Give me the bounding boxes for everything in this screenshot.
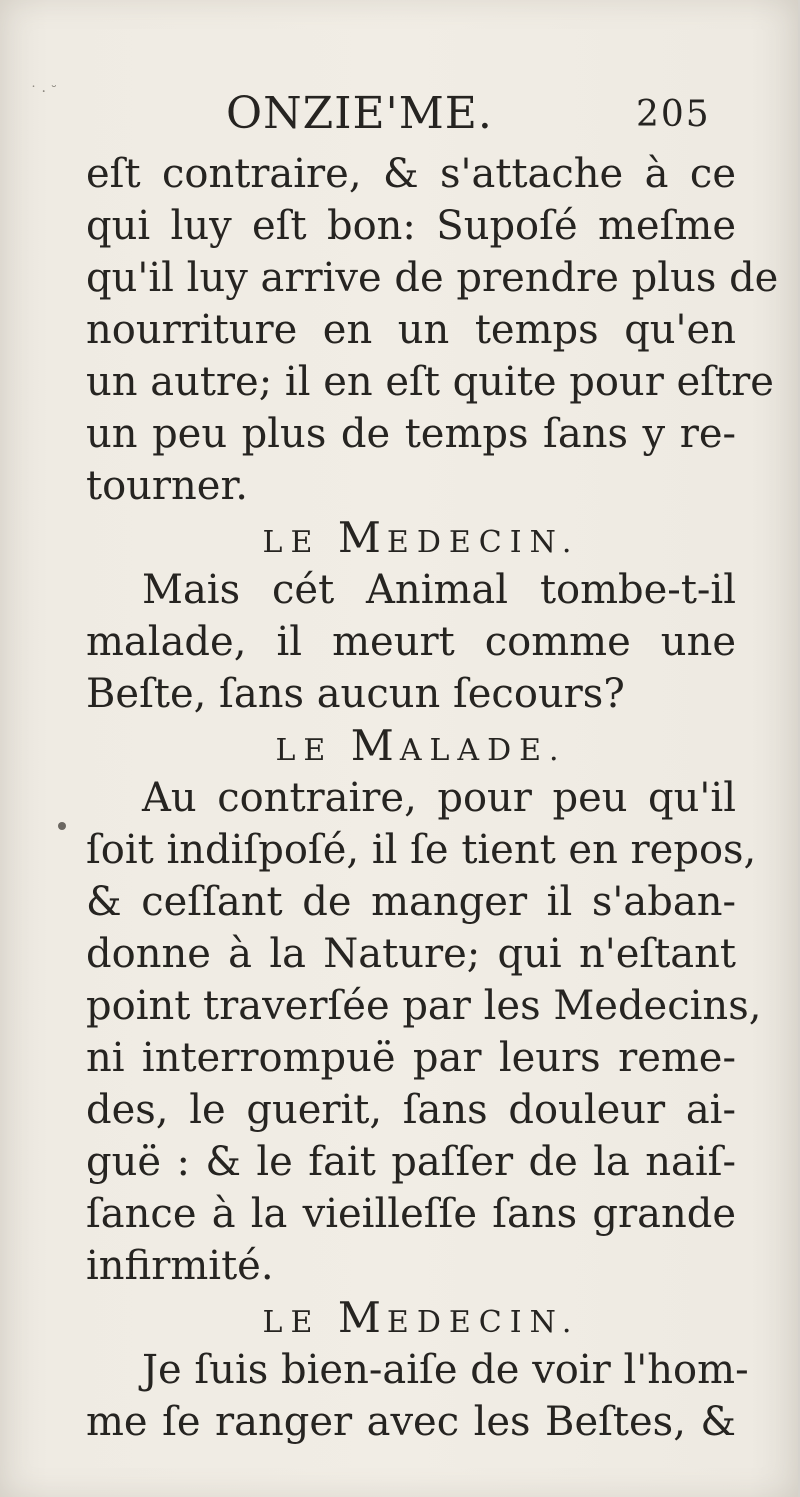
text-line: Au contraire, pour peu qu'il xyxy=(142,775,736,821)
speaker-small: E xyxy=(303,733,351,768)
speaker-heading xyxy=(86,720,736,772)
speaker-small: E xyxy=(290,525,338,560)
text-line: Beſte, ſans aucun ſecours? xyxy=(86,671,625,717)
speaker-cap: M xyxy=(337,1293,387,1342)
page-text xyxy=(86,148,779,1448)
text-line: ſance à la vieilleſſe ſans grande xyxy=(86,1191,736,1237)
speaker-small: E xyxy=(290,1305,338,1340)
text-line: des, le guerit, ſans douleur ai- xyxy=(86,1087,736,1133)
speaker-heading xyxy=(86,512,736,564)
text-line: nourriture en un temps qu'en xyxy=(86,307,736,353)
running-title: ONZIE'ME. xyxy=(226,88,493,139)
text-line: qu'il luy arrive de prendre plus de xyxy=(86,255,779,301)
speaker-small: EDECIN. xyxy=(386,1305,580,1340)
stray-ink-mark: ˙ · ˘ xyxy=(30,84,58,100)
speaker-small: EDECIN. xyxy=(386,525,580,560)
speaker-cap: L xyxy=(262,525,291,560)
text-line: un autre; il en eſt quite pour eſtre xyxy=(86,359,774,405)
text-line: Je ſuis bien-aiſe de voir l'hom- xyxy=(142,1347,749,1393)
text-line: qui luy eſt bon: Supoſé meſme xyxy=(86,203,736,249)
text-line: guë : & le fait paſſer de la naiſ- xyxy=(86,1139,736,1185)
text-line: malade, il meurt comme une xyxy=(86,619,736,665)
speaker-small: ALADE. xyxy=(399,733,567,768)
text-line: ſoit indiſpoſé, il ſe tient en repos, xyxy=(86,827,757,873)
page-header xyxy=(0,84,798,148)
text-line: Mais cét Animal tombe-t-il xyxy=(142,567,736,613)
speaker-cap: M xyxy=(337,513,387,562)
page-number: 205 xyxy=(636,94,711,135)
text-line: tourner. xyxy=(86,463,248,509)
text-line: infirmité. xyxy=(86,1243,274,1289)
speaker-cap: L xyxy=(275,733,304,768)
text-line: ni interrompuë par leurs reme- xyxy=(86,1035,736,1081)
speaker-cap: L xyxy=(262,1305,291,1340)
text-line: & ceſſant de manger il s'aban- xyxy=(86,879,736,925)
text-line: eſt contraire, & s'attache à ce xyxy=(86,151,736,197)
speaker-cap: M xyxy=(350,721,400,770)
text-line: point traverſée par les Medecins, xyxy=(86,983,762,1029)
text-line: un peu plus de temps ſans y re- xyxy=(86,411,736,457)
speaker-heading xyxy=(86,1292,736,1344)
text-line: donne à la Nature; qui n'eſtant xyxy=(86,931,736,977)
margin-dot xyxy=(58,822,66,830)
text-line: me ſe ranger avec les Beſtes, & xyxy=(86,1399,736,1445)
